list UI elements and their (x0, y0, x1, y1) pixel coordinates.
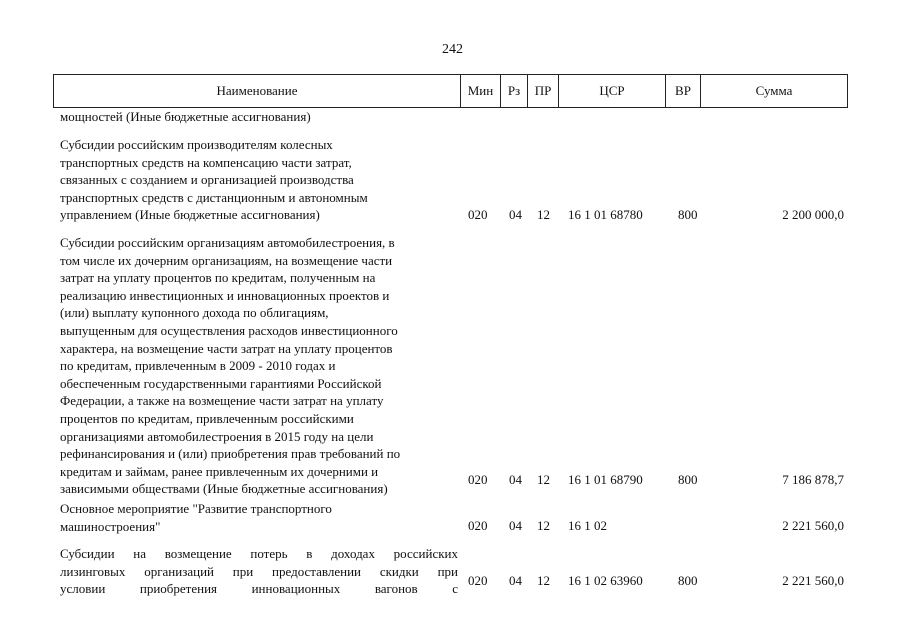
desc-line: транспортных средств на компенсацию части затрат, (60, 154, 352, 170)
cell-pr: 12 (537, 472, 550, 487)
carryover-text: мощностей (Иные бюджетные ассигнования) (60, 109, 311, 124)
cell-sum: 2 221 560,0 (782, 573, 844, 588)
cell-vr: 800 (678, 472, 698, 487)
desc-line: Субсидии российским производителям колесных (60, 137, 333, 152)
cell-vr: 800 (678, 207, 698, 222)
header-pr: ПР (528, 75, 559, 108)
header-vr: ВР (666, 75, 701, 108)
page-number: 242 (442, 42, 463, 57)
header-rz: Рз (501, 75, 528, 108)
cell-pr: 12 (537, 207, 550, 222)
row-description (60, 234, 458, 498)
cell-rz: 04 (509, 207, 522, 222)
header-sum: Сумма (701, 75, 848, 108)
desc-line: обеспеченным государственными гарантиями Российской (60, 375, 382, 391)
row-description (60, 500, 458, 535)
desc-line: процентов по кредитам, привлеченным российскими (60, 410, 354, 426)
table-header (53, 74, 848, 108)
desc-line: выпущенным для осуществления расходов инвестиционного (60, 322, 398, 338)
cell-pr: 12 (537, 573, 550, 588)
cell-csr: 16 1 01 68790 (568, 472, 643, 487)
cell-csr: 16 1 01 68780 (568, 207, 643, 222)
desc-line: транспортных средств с дистанционным и автономным (60, 189, 368, 205)
cell-rz: 04 (509, 573, 522, 588)
cell-rz: 04 (509, 472, 522, 487)
cell-sum: 7 186 878,7 (782, 472, 844, 487)
desc-line: машиностроения" (60, 518, 161, 534)
header-csr: ЦСР (559, 75, 666, 108)
cell-csr: 16 1 02 63960 (568, 573, 643, 588)
desc-line: Федерации, а также на возмещение части затрат на уплату (60, 393, 384, 409)
cell-csr: 16 1 02 (568, 518, 607, 533)
cell-min: 020 (468, 518, 488, 533)
row-description (60, 136, 458, 224)
desc-line: зависимыми обществами (Иные бюджетные ассигнования) (60, 481, 388, 497)
cell-min: 020 (468, 573, 488, 588)
cell-pr: 12 (537, 518, 550, 533)
desc-line: связанных с созданием и организацией производства (60, 172, 354, 188)
header-name: Наименование (54, 75, 461, 108)
desc-line: характера, на возмещение части затрат на уплату процентов (60, 340, 393, 356)
cell-rz: 04 (509, 518, 522, 533)
cell-min: 020 (468, 472, 488, 487)
desc-line: Субсидии российским организациям автомобилестроения, в (60, 235, 395, 250)
cell-vr: 800 (678, 573, 698, 588)
desc-line: реализацию инвестиционных и инновационных проектов и (60, 287, 390, 303)
row-description (60, 545, 458, 598)
header-min: Мин (461, 75, 501, 108)
desc-line: организациями автомобилестроения в 2015 году на цели (60, 428, 374, 444)
desc-line: по кредитам, привлеченным в 2009 - 2010 годах и (60, 358, 336, 374)
desc-line: управлением (Иные бюджетные ассигнования) (60, 207, 320, 223)
desc-line: Субсидии на возмещение потерь в доходах российских (60, 546, 458, 561)
desc-line: затрат на уплату процентов по кредитам, полученным на (60, 270, 376, 286)
cell-sum: 2 221 560,0 (782, 518, 844, 533)
cell-sum: 2 200 000,0 (782, 207, 844, 222)
desc-line: лизинговых организаций при предоставлении скидки при (60, 563, 458, 579)
desc-line: Основное мероприятие "Развитие транспортного (60, 501, 332, 516)
desc-line: (или) выплату купонного дохода по облигациям, (60, 305, 329, 321)
desc-line: кредитам и займам, ранее привлеченным их дочерними и (60, 463, 379, 479)
desc-line: том числе их дочерним организациям, на возмещение части (60, 252, 393, 268)
desc-line: рефинансирования и (или) приобретения прав требований по (60, 446, 401, 462)
cell-min: 020 (468, 207, 488, 222)
desc-line: условии приобретения инновационных вагонов с (60, 581, 458, 597)
